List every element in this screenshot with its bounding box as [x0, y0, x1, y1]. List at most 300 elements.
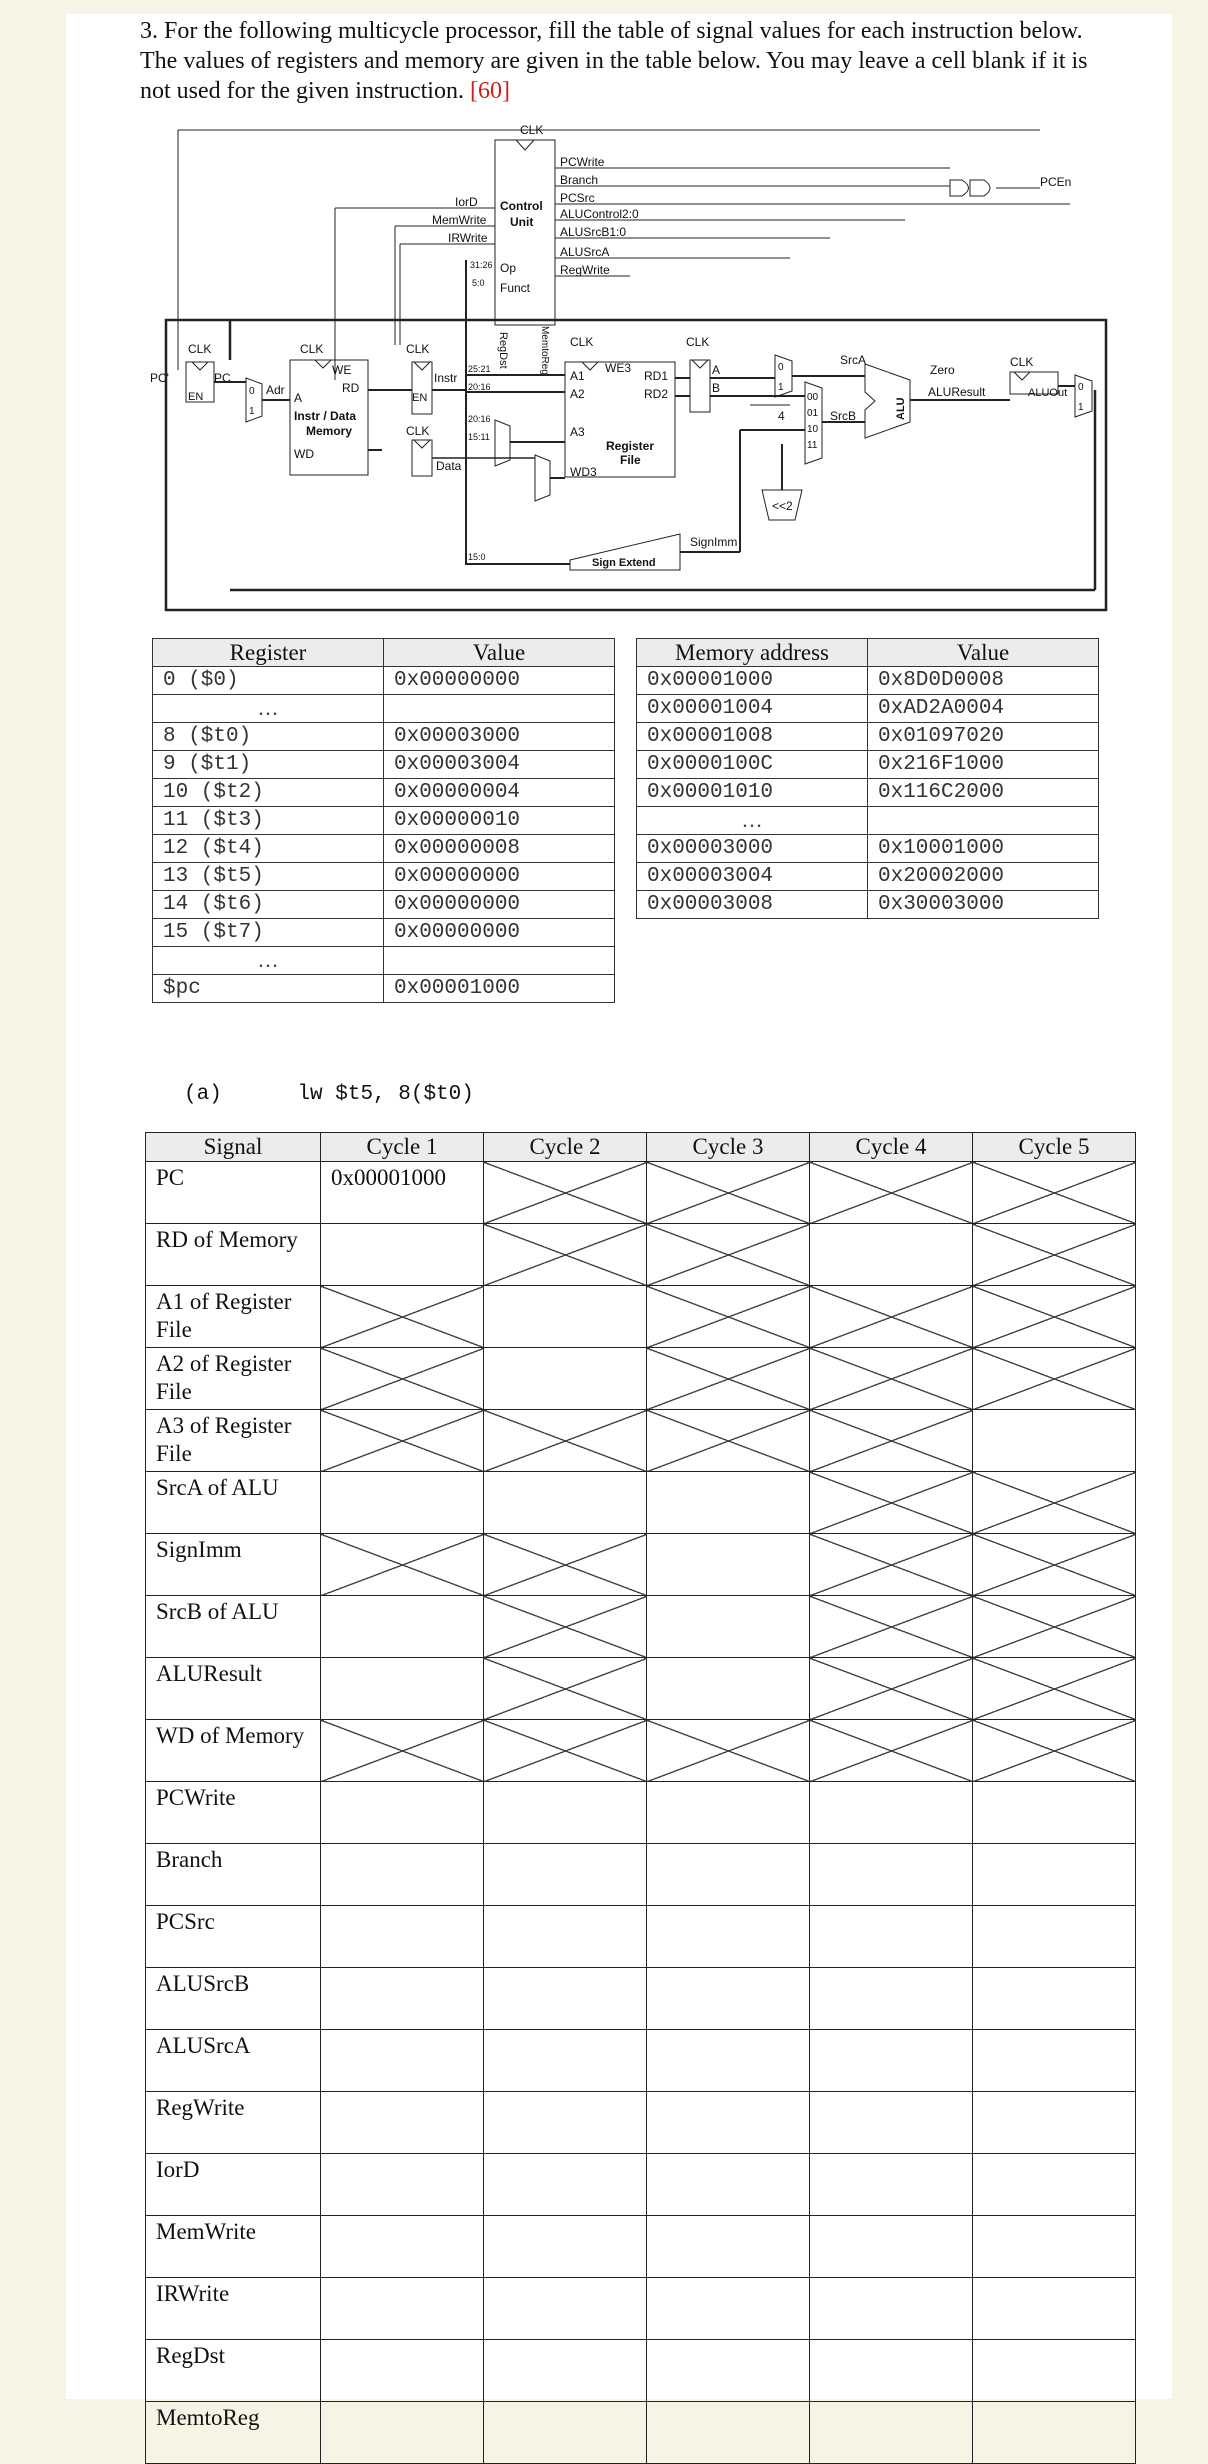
register-row-value: 0x00000008 — [384, 835, 615, 863]
signal-row — [146, 2030, 1136, 2092]
crossed-cell — [810, 1162, 973, 1224]
register-row — [153, 723, 615, 751]
rf-clk-label: CLK — [570, 335, 594, 349]
signal-row — [146, 1906, 1136, 1968]
signal-row — [146, 1162, 1136, 1224]
memory-row-value: 0x10001000 — [868, 835, 1099, 863]
memory-row — [637, 863, 1099, 891]
signal-name: ALUResult — [146, 1658, 321, 1720]
answer-cell[interactable] — [484, 2216, 647, 2278]
register-row-value: 0x00000000 — [384, 863, 615, 891]
register-row-value: 0x00000000 — [384, 667, 615, 695]
question-text — [140, 16, 1100, 106]
answer-cell[interactable] — [973, 1968, 1136, 2030]
signal-row — [146, 2340, 1136, 2402]
answer-cell[interactable] — [484, 1906, 647, 1968]
memory-row-value: 0xAD2A0004 — [868, 695, 1099, 723]
register-row-key: 13 ($t5) — [153, 863, 384, 891]
mem-rd-label: RD — [342, 381, 360, 395]
instr-en-label: EN — [412, 392, 428, 404]
memory-row — [637, 751, 1099, 779]
register-row — [153, 975, 615, 1003]
crossed-cell — [484, 1162, 647, 1224]
control-unit — [495, 140, 555, 325]
part-a-label: (a) — [184, 1083, 222, 1106]
crossed-cell — [484, 1224, 647, 1286]
branch-label: Branch — [560, 173, 599, 187]
answer-cell[interactable] — [484, 1844, 647, 1906]
register-row — [153, 779, 615, 807]
crossed-cell — [810, 1348, 973, 1410]
crossed-cell — [321, 1410, 484, 1472]
answer-cell[interactable] — [647, 1596, 810, 1658]
bits-funct: 5:0 — [472, 278, 485, 288]
pcsrc-mux-1: 1 — [1078, 402, 1084, 413]
register-row-value: 0x00000010 — [384, 807, 615, 835]
answer-cell[interactable] — [484, 1782, 647, 1844]
memtoreg-label: MemtoReg — [539, 326, 550, 375]
signimm-label: SignImm — [690, 535, 738, 549]
wd3-label: WD3 — [570, 465, 597, 479]
regfile-label-2: File — [620, 453, 641, 467]
answer-cell[interactable] — [810, 1906, 973, 1968]
register-row — [153, 667, 615, 695]
answer-cell[interactable] — [810, 1224, 973, 1286]
srca-label: SrcA — [840, 353, 867, 367]
crossed-cell — [973, 1348, 1136, 1410]
signal-name: A1 of Register File — [146, 1286, 321, 1348]
register-row-key: 10 ($t2) — [153, 779, 384, 807]
signal-name: A2 of Register File — [146, 1348, 321, 1410]
a3-label: A3 — [570, 425, 585, 439]
signal-name: PCWrite — [146, 1782, 321, 1844]
mem-clk-label: CLK — [300, 342, 324, 356]
pcen-label: PCEn — [1040, 175, 1072, 189]
srcb-mux-01: 01 — [807, 408, 819, 419]
part-a-instruction: lw $t5, 8($t0) — [297, 1083, 474, 1106]
signal-name: RegDst — [146, 2340, 321, 2402]
answer-cell[interactable] — [810, 1844, 973, 1906]
alucontrol-label: ALUControl2:0 — [560, 207, 639, 221]
register-row — [153, 751, 615, 779]
crossed-cell — [647, 1162, 810, 1224]
answer-cell[interactable] — [973, 1410, 1136, 1472]
crossed-cell — [484, 1410, 647, 1472]
register-row-key: 12 ($t4) — [153, 835, 384, 863]
memory-value-header: Value — [868, 639, 1099, 667]
crossed-cell — [810, 1286, 973, 1348]
bits-rt2: 20:16 — [468, 414, 491, 424]
crossed-cell — [973, 1534, 1136, 1596]
answer-cell[interactable] — [321, 1968, 484, 2030]
bits-rs: 25:21 — [468, 364, 491, 374]
rd2-label: RD2 — [644, 387, 669, 401]
register-row-key: … — [153, 695, 384, 723]
register-row-key: 11 ($t3) — [153, 807, 384, 835]
signal-name: SignImm — [146, 1534, 321, 1596]
answer-cell[interactable] — [973, 2030, 1136, 2092]
signal-name: RD of Memory — [146, 1224, 321, 1286]
register-row-key: … — [153, 947, 384, 975]
register-row — [153, 695, 615, 723]
crossed-cell — [321, 1720, 484, 1782]
signal-row — [146, 1720, 1136, 1782]
answer-cell[interactable] — [973, 2402, 1136, 2464]
crossed-cell — [484, 1720, 647, 1782]
crossed-cell — [321, 1534, 484, 1596]
crossed-cell — [973, 1596, 1136, 1658]
signal-row — [146, 1844, 1136, 1906]
register-row — [153, 919, 615, 947]
signal-row — [146, 1286, 1136, 1348]
register-row-value — [384, 695, 615, 723]
answer-cell[interactable] — [973, 2340, 1136, 2402]
srcb-mux-10: 10 — [807, 424, 819, 435]
answer-cell[interactable] — [973, 2216, 1136, 2278]
answer-cell[interactable] — [810, 2030, 973, 2092]
srca-mux-0: 0 — [778, 362, 784, 373]
crossed-cell — [973, 1658, 1136, 1720]
register-row-value — [384, 947, 615, 975]
register-row-value: 0x00001000 — [384, 975, 615, 1003]
answer-cell[interactable] — [484, 2154, 647, 2216]
instr-clk-label: CLK — [406, 342, 430, 356]
we3-label: WE3 — [605, 361, 632, 375]
crossed-cell — [810, 1472, 973, 1534]
srcb-mux-00: 00 — [807, 392, 819, 403]
register-row-key: $pc — [153, 975, 384, 1003]
adr-label: Adr — [266, 383, 285, 397]
signal-row — [146, 1410, 1136, 1472]
a2-label: A2 — [570, 387, 585, 401]
mux-in-1: 1 — [249, 406, 255, 417]
pcsrc-label: PCSrc — [560, 191, 595, 205]
cycle-header: Cycle 5 — [973, 1133, 1136, 1162]
answer-cell[interactable] — [321, 1162, 484, 1224]
shift-label: <<2 — [772, 499, 793, 513]
register-row-value: 0x00000000 — [384, 891, 615, 919]
crossed-cell — [484, 1596, 647, 1658]
multicycle-processor-diagram — [150, 120, 1110, 615]
pcsrc-mux-0: 0 — [1078, 382, 1084, 393]
answer-cell[interactable] — [647, 2216, 810, 2278]
cell-value: 0x00001000 — [331, 1165, 446, 1190]
crossed-cell — [647, 1720, 810, 1782]
register-row-key: 15 ($t7) — [153, 919, 384, 947]
answer-cell[interactable] — [647, 1472, 810, 1534]
answer-cell[interactable] — [810, 2278, 973, 2340]
crossed-cell — [647, 1410, 810, 1472]
answer-cell[interactable] — [810, 2154, 973, 2216]
memory-row-key: … — [637, 807, 868, 835]
answer-cell[interactable] — [484, 1968, 647, 2030]
cycle-header: Cycle 1 — [321, 1133, 484, 1162]
reg-a-label: A — [712, 363, 721, 377]
answer-cell[interactable] — [647, 2092, 810, 2154]
register-row — [153, 863, 615, 891]
answer-cell[interactable] — [647, 1782, 810, 1844]
memory-row-key: 0x00003004 — [637, 863, 868, 891]
memory-row-key: 0x00001008 — [637, 723, 868, 751]
crossed-cell — [484, 1534, 647, 1596]
crossed-cell — [973, 1472, 1136, 1534]
answer-cell[interactable] — [321, 2340, 484, 2402]
signal-row — [146, 1782, 1136, 1844]
answer-cell[interactable] — [321, 2030, 484, 2092]
control-label: Control — [500, 199, 543, 213]
memory-row-key: 0x00003008 — [637, 891, 868, 919]
crossed-cell — [484, 1658, 647, 1720]
memory-row — [637, 835, 1099, 863]
signal-row — [146, 2402, 1136, 2464]
crossed-cell — [647, 1348, 810, 1410]
memory-address-header: Memory address — [637, 639, 868, 667]
memory-label-2: Memory — [306, 424, 353, 438]
answer-cell[interactable] — [321, 1596, 484, 1658]
answer-cell[interactable] — [973, 2154, 1136, 2216]
answer-cell[interactable] — [321, 2216, 484, 2278]
answer-cell[interactable] — [321, 2154, 484, 2216]
memory-row — [637, 723, 1099, 751]
memory-row-key: 0x00001000 — [637, 667, 868, 695]
alu-label: ALU — [895, 397, 907, 420]
cycle-header: Cycle 3 — [647, 1133, 810, 1162]
memory-row-key: 0x00001010 — [637, 779, 868, 807]
answer-cell[interactable] — [484, 2402, 647, 2464]
signal-row — [146, 1596, 1136, 1658]
signal-name: RegWrite — [146, 2092, 321, 2154]
register-row-key: 9 ($t1) — [153, 751, 384, 779]
signal-row — [146, 2092, 1136, 2154]
signal-table[interactable] — [145, 1132, 1136, 2464]
memory-row-key: 0x00003000 — [637, 835, 868, 863]
answer-cell[interactable] — [484, 2092, 647, 2154]
register-row — [153, 947, 615, 975]
memory-row-key: 0x00001004 — [637, 695, 868, 723]
answer-cell[interactable] — [647, 2340, 810, 2402]
memory-row — [637, 667, 1099, 695]
srca-mux-1: 1 — [778, 382, 784, 393]
signal-row — [146, 1224, 1136, 1286]
answer-cell[interactable] — [321, 1844, 484, 1906]
answer-cell[interactable] — [647, 2154, 810, 2216]
regdst-label: RegDst — [497, 332, 509, 369]
unit-label: Unit — [510, 215, 534, 229]
answer-cell[interactable] — [810, 2216, 973, 2278]
bits-imm: 15:0 — [468, 552, 486, 562]
answer-cell[interactable] — [484, 1286, 647, 1348]
signal-row — [146, 1472, 1136, 1534]
regwrite-label: RegWrite — [560, 263, 610, 277]
bits-op: 31:26 — [470, 260, 493, 270]
funct-label: Funct — [500, 281, 531, 295]
answer-cell[interactable] — [647, 1658, 810, 1720]
answer-cell[interactable] — [647, 2030, 810, 2092]
iord-label: IorD — [455, 195, 478, 209]
memory-row-value: 0x20002000 — [868, 863, 1099, 891]
signal-name: SrcA of ALU — [146, 1472, 321, 1534]
ab-clk-label: CLK — [686, 335, 710, 349]
register-header: Register — [153, 639, 384, 667]
answer-cell[interactable] — [484, 1472, 647, 1534]
signal-name: A3 of Register File — [146, 1410, 321, 1472]
register-row-key: 8 ($t0) — [153, 723, 384, 751]
answer-cell[interactable] — [973, 1844, 1136, 1906]
pc-en-label: EN — [188, 391, 204, 403]
memory-row — [637, 891, 1099, 919]
memory-row-value: 0x01097020 — [868, 723, 1099, 751]
four-label: 4 — [778, 409, 785, 423]
signal-name: SrcB of ALU — [146, 1596, 321, 1658]
register-row-value: 0x00003000 — [384, 723, 615, 751]
crossed-cell — [321, 1286, 484, 1348]
signal-row — [146, 2216, 1136, 2278]
srcb-label: SrcB — [830, 409, 857, 423]
signal-name: ALUSrcA — [146, 2030, 321, 2092]
register-row — [153, 807, 615, 835]
signal-name: MemtoReg — [146, 2402, 321, 2464]
register-row-value: 0x00003004 — [384, 751, 615, 779]
signal-row — [146, 2154, 1136, 2216]
answer-cell[interactable] — [973, 1906, 1136, 1968]
pc-clk-label: CLK — [188, 342, 212, 356]
answer-cell[interactable] — [321, 1472, 484, 1534]
data-clk-label: CLK — [406, 424, 430, 438]
answer-cell[interactable] — [321, 2092, 484, 2154]
answer-cell[interactable] — [321, 2278, 484, 2340]
part-a — [184, 1083, 474, 1106]
regfile-label: Register — [606, 439, 655, 453]
data-label: Data — [436, 459, 462, 473]
mem-wd-label: WD — [294, 447, 314, 461]
irwrite-label: IRWrite — [448, 231, 488, 245]
sign-extend-label: Sign Extend — [592, 557, 656, 569]
signal-name: PC — [146, 1162, 321, 1224]
crossed-cell — [321, 1348, 484, 1410]
answer-cell[interactable] — [321, 1658, 484, 1720]
signal-row — [146, 2278, 1136, 2340]
answer-cell[interactable] — [321, 2402, 484, 2464]
answer-cell[interactable] — [484, 1348, 647, 1410]
signal-name: PCSrc — [146, 1906, 321, 1968]
answer-cell[interactable] — [647, 1968, 810, 2030]
crossed-cell — [810, 1596, 973, 1658]
crossed-cell — [647, 1224, 810, 1286]
bits-rt: 20:16 — [468, 382, 491, 392]
register-row-key: 0 ($0) — [153, 667, 384, 695]
crossed-cell — [810, 1658, 973, 1720]
answer-cell[interactable] — [484, 2030, 647, 2092]
rd1-label: RD1 — [644, 369, 669, 383]
signal-row — [146, 1534, 1136, 1596]
pcwrite-label: PCWrite — [560, 155, 605, 169]
answer-cell[interactable] — [973, 1782, 1136, 1844]
answer-cell[interactable] — [810, 2092, 973, 2154]
alusrcb-label: ALUSrcB1:0 — [560, 225, 627, 239]
memory-row — [637, 807, 1099, 835]
memory-row-value: 0x8D0D0008 — [868, 667, 1099, 695]
mux-in-0: 0 — [249, 386, 255, 397]
crossed-cell — [647, 1286, 810, 1348]
points-label: [60] — [469, 78, 510, 104]
register-value-header: Value — [384, 639, 615, 667]
signal-header: Signal — [146, 1133, 321, 1162]
answer-cell[interactable] — [810, 1782, 973, 1844]
register-table — [152, 638, 615, 1003]
question-body: 3. For the following multicycle processor, fill the table of signal values for each instruction below. The values of registers and memory are given in the table below. You may leave a cell blank if it is not used for the given instruction. — [140, 18, 1088, 104]
crossed-cell — [973, 1162, 1136, 1224]
signal-name: ALUSrcB — [146, 1968, 321, 2030]
crossed-cell — [973, 1224, 1136, 1286]
mem-we-label: WE — [332, 363, 352, 377]
pc-label: PC — [214, 371, 231, 385]
register-row-value: 0x00000004 — [384, 779, 615, 807]
memory-row — [637, 779, 1099, 807]
memory-row-value — [868, 807, 1099, 835]
crossed-cell — [973, 1720, 1136, 1782]
memory-label: Instr / Data — [294, 409, 357, 423]
alusrca-label: ALUSrcA — [560, 245, 610, 259]
aluresult-label: ALUResult — [928, 385, 986, 399]
answer-cell[interactable] — [647, 2278, 810, 2340]
memory-row-key: 0x0000100C — [637, 751, 868, 779]
memory-row-value: 0x116C2000 — [868, 779, 1099, 807]
instr-label: Instr — [434, 371, 458, 385]
signal-name: Branch — [146, 1844, 321, 1906]
answer-cell[interactable] — [321, 1782, 484, 1844]
answer-cell[interactable] — [484, 2340, 647, 2402]
answer-cell[interactable] — [810, 1968, 973, 2030]
crossed-cell — [810, 1410, 973, 1472]
register-row — [153, 835, 615, 863]
signal-name: IRWrite — [146, 2278, 321, 2340]
aluout-label: ALUOut — [1028, 387, 1068, 399]
answer-cell[interactable] — [647, 1906, 810, 1968]
mem-a-label: A — [294, 391, 303, 405]
a1-label: A1 — [570, 369, 585, 383]
aluout-clk-label: CLK — [1010, 355, 1034, 369]
signal-name: MemWrite — [146, 2216, 321, 2278]
answer-cell[interactable] — [973, 2092, 1136, 2154]
signal-row — [146, 1348, 1136, 1410]
pc-prime-label: PC' — [150, 371, 169, 385]
srcb-mux-11: 11 — [807, 440, 818, 451]
memory-table — [636, 638, 1099, 919]
answer-cell[interactable] — [810, 2402, 973, 2464]
answer-cell[interactable] — [647, 1844, 810, 1906]
answer-cell[interactable] — [321, 1224, 484, 1286]
answer-cell[interactable] — [647, 1534, 810, 1596]
register-row — [153, 891, 615, 919]
signal-row — [146, 1658, 1136, 1720]
answer-cell[interactable] — [810, 2340, 973, 2402]
answer-cell[interactable] — [973, 2278, 1136, 2340]
answer-cell[interactable] — [321, 1906, 484, 1968]
signal-name: WD of Memory — [146, 1720, 321, 1782]
register-row-value: 0x00000000 — [384, 919, 615, 947]
bits-rd: 15:11 — [468, 432, 490, 442]
crossed-cell — [810, 1720, 973, 1782]
memory-row-value: 0x30003000 — [868, 891, 1099, 919]
zero-label: Zero — [930, 363, 955, 377]
signal-row — [146, 1968, 1136, 2030]
crossed-cell — [973, 1286, 1136, 1348]
cycle-header: Cycle 2 — [484, 1133, 647, 1162]
answer-cell[interactable] — [484, 2278, 647, 2340]
op-label: Op — [500, 261, 517, 275]
register-row-key: 14 ($t6) — [153, 891, 384, 919]
answer-cell[interactable] — [647, 2402, 810, 2464]
